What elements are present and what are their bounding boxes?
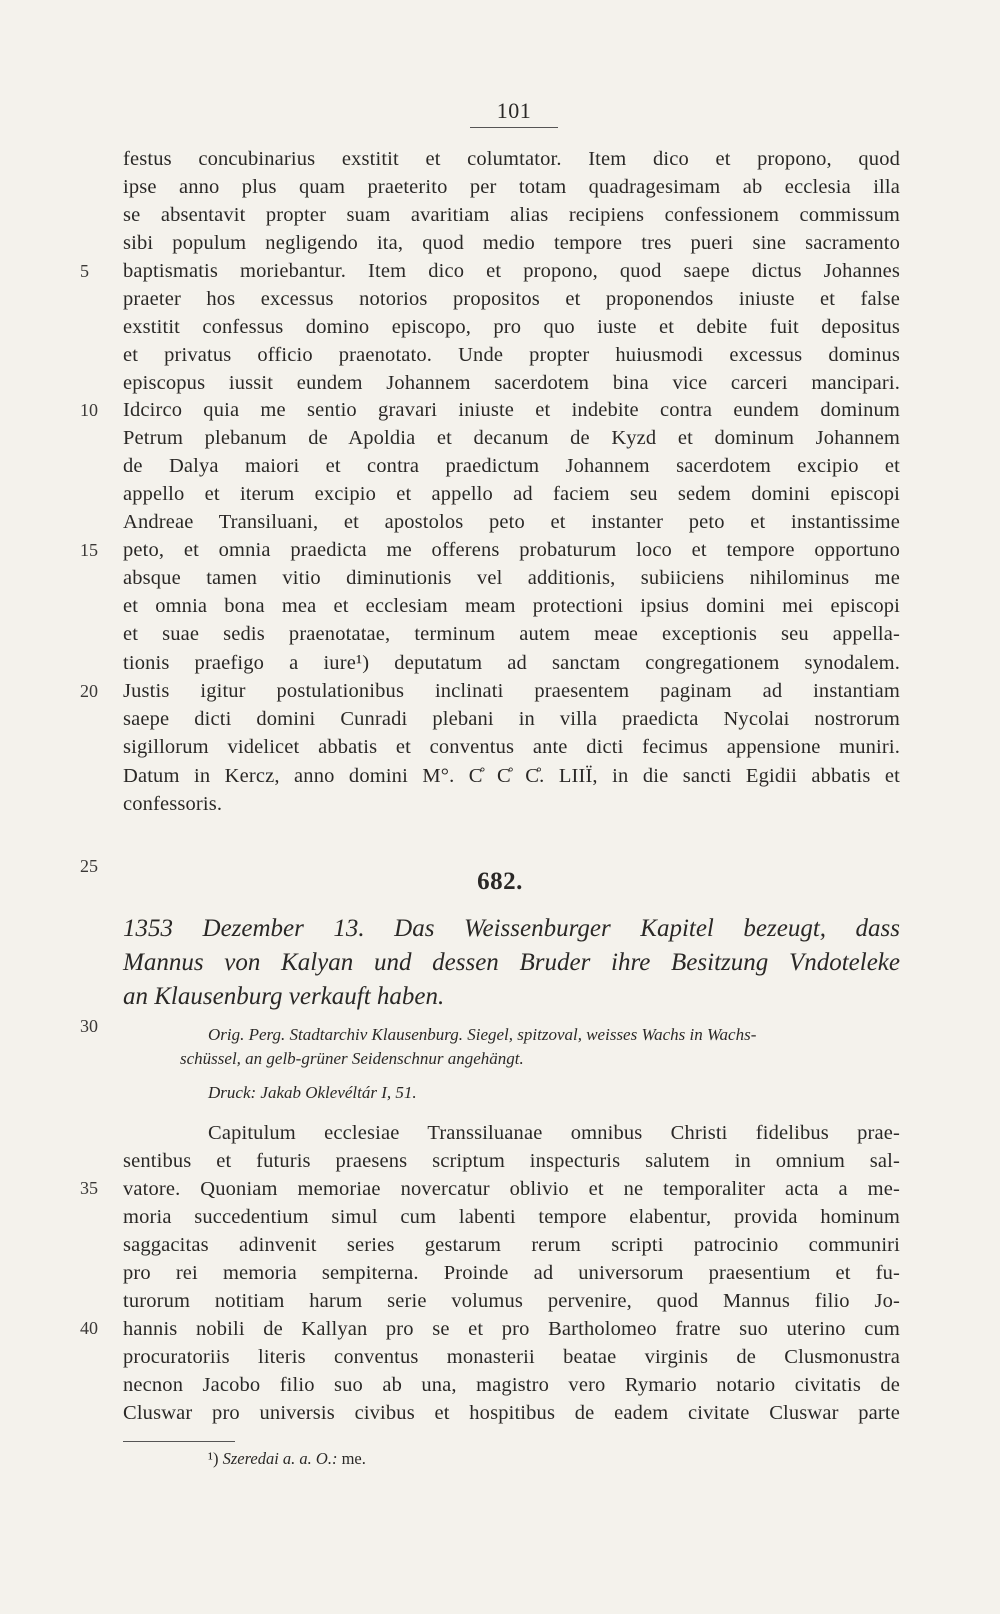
footnote-marker: ¹) — [208, 1449, 219, 1468]
text-line: sigillorum videlicet abbatis et conventus ante dicti fecimus appensione muniri. — [123, 736, 900, 758]
source-line: schüssel, an gelb-grüner Seidenschnur angehängt. — [180, 1049, 524, 1068]
text-line: absque tamen vitio diminutionis vel additionis, subiiciens nihilominus me — [123, 567, 900, 589]
footnote-text: me. — [341, 1449, 366, 1468]
text-line: turorum notitiam harum serie volumus pervenire, quod Mannus filio Jo- — [123, 1290, 900, 1312]
text-line: ipse anno plus quam praeterito per totam quadragesimam ab ecclesia illa — [123, 176, 900, 198]
line-number: 35 — [80, 1178, 98, 1198]
entry-number: 682. — [477, 868, 523, 895]
line-number: 25 — [80, 856, 98, 876]
text-line: Petrum plebanum de Apoldia et decanum de Kyzd et dominum Johannem — [123, 427, 900, 449]
text-line: appello et iterum excipio et appello ad faciem seu sedem domini episcopi — [123, 483, 900, 505]
line-number: 5 — [80, 261, 89, 281]
text-line: Andreae Transiluani, et apostolos peto et instanter peto et instantissime — [123, 511, 900, 533]
summary-line: an Klausenburg verkauft haben. — [123, 983, 445, 1010]
text-line: de Dalya maiori et contra praedictum Johannem sacerdotem excipio et — [123, 455, 900, 477]
text-line: vatore. Quoniam memoriae novercatur oblivio et ne temporaliter acta a me- — [123, 1178, 900, 1200]
text-line: baptismatis moriebantur. Item dico et propono, quod saepe dictus Johannes — [123, 260, 900, 282]
text-line: saggacitas adinvenit series gestarum rerum scripti patrocinio communiri — [123, 1234, 900, 1256]
text-line: exstitit confessus domino episcopo, pro quo iuste et debite fuit depositus — [123, 316, 900, 338]
text-line: peto, et omnia praedicta me offerens probaturum loco et tempore opportuno — [123, 539, 900, 561]
line-number: 40 — [80, 1318, 98, 1338]
text-line: Capitulum ecclesiae Transsiluanae omnibus Christi fidelibus prae- — [208, 1122, 900, 1144]
text-line: necnon Jacobo filio suo ab una, magistro vero Rymario notario civitatis de — [123, 1374, 900, 1396]
line-number: 20 — [80, 681, 98, 701]
text-line: et omnia bona mea et ecclesiam meam protectioni ipsius domini mei episcopi — [123, 595, 900, 617]
text-line: Idcirco quia me sentio gravari iniuste et indebite contra eundem dominum — [123, 399, 900, 421]
text-line: festus concubinarius exstitit et columtator. Item dico et propono, quod — [123, 148, 900, 170]
text-line: Justis igitur postulationibus inclinati praesentem paginam ad instantiam — [123, 680, 900, 702]
line-number: 30 — [80, 1016, 98, 1036]
text-line: praeter hos excessus notorios propositos et proponendos iniuste et false — [123, 288, 900, 310]
text-line: episcopus iussit eundem Johannem sacerdotem bina vice carceri mancipari. — [123, 372, 900, 394]
footnote-rule — [123, 1441, 235, 1442]
line-number: 10 — [80, 400, 98, 420]
text-line: tionis praefigo a iure¹) deputatum ad sanctam congregationem synodalem. — [123, 652, 900, 674]
summary-line: 1353 Dezember 13. Das Weissenburger Kapitel bezeugt, dass — [123, 915, 900, 942]
line-number: 15 — [80, 540, 98, 560]
text-line: sibi populum negligendo ita, quod medio tempore tres pueri sine sacramento — [123, 232, 900, 254]
text-line: procuratoriis literis conventus monasterii beatae virginis de Clusmonustra — [123, 1346, 900, 1368]
text-line: sentibus et futuris praesens scriptum inspecturis salutem in omnium sal- — [123, 1150, 900, 1172]
text-line: et privatus officio praenotato. Unde propter huiusmodi excessus dominus — [123, 344, 900, 366]
text-line: Datum in Kercz, anno domini M°. C̊ C̊ C̊. LIIÏ, in die sancti Egidii abbatis et — [123, 765, 900, 787]
page-number-rule — [470, 127, 558, 128]
footnote-reference: Szeredai a. a. O.: — [222, 1449, 338, 1468]
source-line: Druck: Jakab Oklevéltár I, 51. — [208, 1083, 417, 1102]
text-line: saepe dicti domini Cunradi plebani in villa praedicta Nycolai nostrorum — [123, 708, 900, 730]
text-line: pro rei memoria sempiterna. Proinde ad universorum praesentium et fu- — [123, 1262, 900, 1284]
text-line: confessoris. — [123, 793, 223, 815]
text-line: et suae sedis praenotatae, terminum autem meae exceptionis seu appella- — [123, 623, 900, 645]
summary-line: Mannus von Kalyan und dessen Bruder ihre Besitzung Vndoteleke — [123, 949, 900, 976]
text-line: hannis nobili de Kallyan pro se et pro Bartholomeo fratre suo uterino cum — [123, 1318, 900, 1340]
text-line: se absentavit propter suam avaritiam alias recipiens confessionem commissum — [123, 204, 900, 226]
text-line: Cluswar pro universis civibus et hospitibus de eadem civitate Cluswar parte — [123, 1402, 900, 1424]
source-line: Orig. Perg. Stadtarchiv Klausenburg. Siegel, spitzoval, weisses Wachs in Wachs- — [208, 1025, 757, 1044]
footnote — [208, 1448, 366, 1470]
text-line: moria succedentium simul cum labenti tempore elabentur, provida hominum — [123, 1206, 900, 1228]
page-number: 101 — [496, 98, 532, 123]
